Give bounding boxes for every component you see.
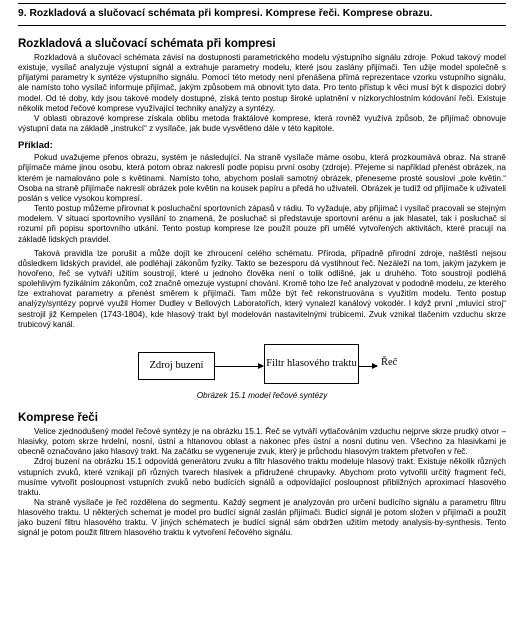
section-title-speech-compression: Komprese řeči: [18, 411, 98, 424]
speech-synthesis-figure: [18, 342, 506, 406]
arrow-icon: [215, 366, 263, 367]
example-title: Příklad:: [18, 140, 53, 152]
paragraph: Velice zjednodušený model řečové syntézy je na obrázku 15.1. Řeč se vytváří vytlačováním vzduchu nejprve skrze prudký otvor – hlasivky, potom skrze hrdelní, nosní, ústní a hltanovou oblast a nakonec přes ústní a nosní dutinu ven. Všechno za hlasivkami je obecně označováno jako hlasový trakt. Na začátku se vygeneruje zvuk, který je průchodu hlasovým traktem přetvořen v řeč.: [18, 426, 506, 457]
paragraph: Na straně vysílače je řeč rozdělena do segmentu. Každý segment je analyzován pro určení budícího signálu a parametru filtru hlasového traktu. U některých schemat je model pro budící signál zaslán přijímači. Budicí signál je potom složen v přijímači a použít jako buzení filtru hlasového traktu. V jiných schématech je budící signál sám obdržen užitím metody analysis-by-synthesis. Tento signál je potom použit filtrem hlasového traktu k vytvoření řečového signálu.: [18, 498, 506, 538]
figure-caption: Obrázek 15.1 model řečové syntézy: [196, 390, 328, 400]
excitation-source-box: Zdroj buzení: [138, 352, 215, 380]
speech-output-label: Řeč: [381, 356, 398, 368]
chapter-heading: 9. Rozkladová a slučovací schémata při kompresi. Komprese řeči. Komprese obrazu.: [18, 8, 433, 19]
section-title-decomposition: Rozkladová a slučovací schémata při kompresi: [18, 38, 276, 50]
paragraph: V oblasti obrazové komprese získala oblibu metoda fraktálové komprese, která rovněž využívá způsob, že přijímač obnovuje výstupní data na základě „instrukcí“ z vysílače, jak bude vysvětleno dále v této kapitole.: [18, 113, 506, 134]
paragraph: Taková pravidla lze porušit a může dojít ke zhroucení celého schématu. Příroda, případně přirodní zdroje, naštěstí nejsou důsledkem lidských pravidel, ale podléhají zákonům fyziky. Takto se bezesporu dá vystihnout řeč. Nezáleží na tom, jakým jazykem je hovořeno, řeč se vytváří užitím soustrojí, které u jednoho člověka není o tolik odlišné, jak u druhého. Toto soustrojí podléhá spolehlivým fyzikálním zákonům, což značně omezuje vystupní chování. Kromě toho lze řeč analyzovat v pododně modelu, ze kterého lze extrahovat parametry a přenést směrem k přijímači. Tam může být řeč rekonstruována s využitím modelu. Tento postup analýzy/syntézy poprvé využil Homer Dudley v Bellových Laboratořích, který vynalezl kanálový vokodér. I když první „mluvící stroj“ sestrojil již Kempelen (1743-1804), kde hlasový trakt byl modelován nastavitelnými trubicemi. Zvuk vznikal tlačením vzduchu skrze trubicový kanál.: [18, 248, 506, 329]
arrow-icon: [359, 366, 377, 367]
top-rule: [18, 3, 506, 4]
paragraph: Tento postup můžeme přirovnat k posluchační sportovních zápasů v rádiu. To vyžaduje, aby přijímač i vysílač pracovali se stejným modelem. V situaci sportovního vysílání to znamená, že posluchač si představuje sportovní arénu a jak hlasatel, tak i posluchač si rozumí při popisu sportovního utkání. Tento postup komprese lze použít pouze při umělé vytvořených aktivitách, které pracují na základě lidských pravidel.: [18, 204, 506, 244]
document-body: [18, 38, 506, 539]
heading-rule: [18, 25, 506, 26]
vocal-tract-filter-box: Filtr hlasového traktu: [264, 344, 359, 384]
paragraph: Zdroj buzení na obrázku 15.1 odpovídá generátoru zvuku a filtr hlasového traktu modeluje hlasový trakt. Existuje několik různých vstupních zvuků, které vznikají při různých tvarech hlasivek a přidružené chrupavky. Abychom proto vytvořili určitý fragment řeči, musíme vytvořit posloupnost vstupních zvuků nebo budících signálů a odpovídající posloupnost přibližných aproximací hlasového traktu.: [18, 457, 506, 497]
paragraph: Pokud uvažujeme přenos obrazu, systém je následující. Na straně vysílače máme osobu, která prozkoumává obraz. Na straně přijímače máme jinou osobu, která potom obraz nakreslí podle popisu první osoby (zdroje). Přejeme si například přenést obrázek, na kterém je namalováno pole s květinami. Namísto toho, abychom poslali samotný obrázek, přeneseme prosté souslovi „pole květin.“ Osoba na straně přijímače nakreslí obrázek pole květin na kousek papíru a předá ho uživateli. Obrázek je tudíž od přijímače k uživateli poslán s velice vysokou kompresí.: [18, 153, 506, 203]
paragraph: Rozkladová a slučovací schémata závisí na dostupnosti parametrického modelu výstupního signálu zdroje. Pokud takový model existuje, vysílač analyzuje výstupní signál a extrahuje parametry modelu, které jsou zaslány přijímači. Ten užije model společně s přijatými parametry k syntéze výstupního signálu. Pomocí této metody není přenášena přímá reprezentace vzorku vstupního signálu, ale namísto toho vysílač informuje přijímač, jakým způsobem má obnovit tyto data. Pro tento přístup k věci musí být k dispozici dobrý model. Od té doby, kdy jsou takové modely dostupné, získá tento postup široké uplatnění v nízkorychlostním kódování řeči. Existuje několik metod řečové komprese využívající techniky analýzy a syntézy.: [18, 53, 506, 113]
